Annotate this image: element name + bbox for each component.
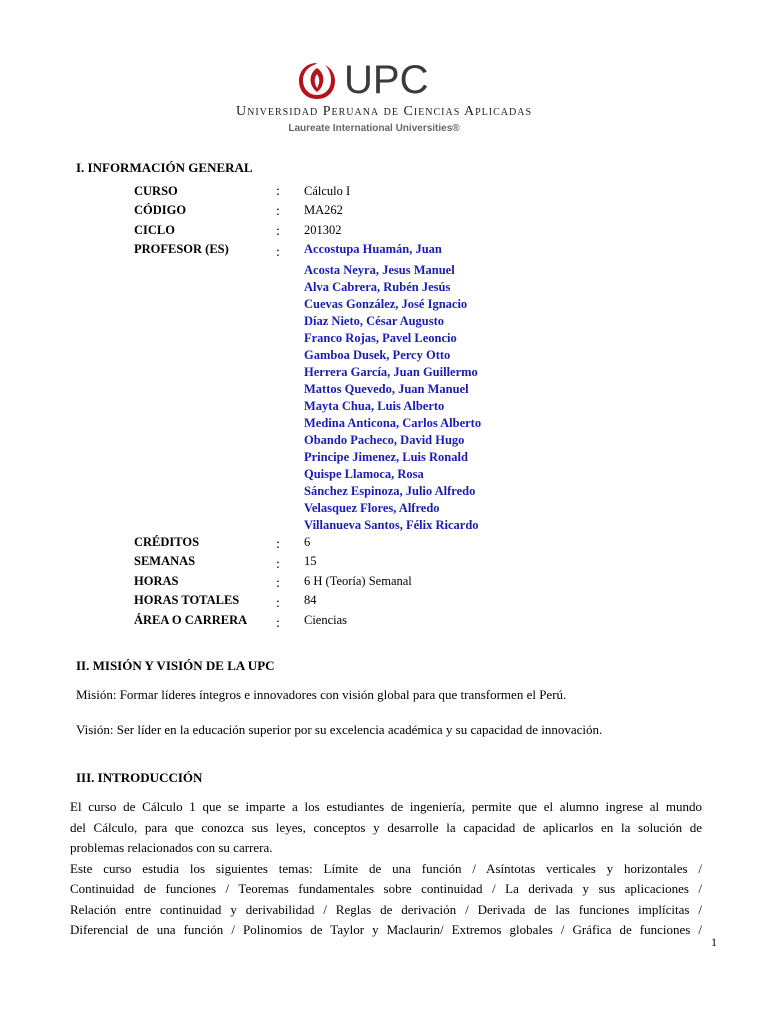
section-title-mision: II. MISIÓN Y VISIÓN DE LA UPC [76, 658, 275, 673]
upc-logo-icon [296, 60, 338, 102]
label-horas-totales: HORAS TOTALES [134, 593, 240, 607]
professor-name: Gamboa Dusek, Percy Otto [304, 348, 451, 362]
network-name: Laureate International Universities® [288, 123, 460, 134]
professor-name: Díaz Nieto, César Augusto [304, 314, 445, 328]
vision-text: Visión: Ser líder en la educación superior por su excelencia académica y su capacidad de innovación. [76, 722, 603, 737]
paragraph-line: Diferencial de una función / Polinomios de Taylor y Maclaurin/ Extremos globales / Gráfica de funciones / [70, 922, 702, 937]
colon: : [276, 184, 280, 199]
professor-name: Mattos Quevedo, Juan Manuel [304, 382, 469, 396]
mission-text: Misión: Formar líderes íntegros e innovadores con visión global para que transformen el Perú. [76, 687, 567, 702]
label-horas: HORAS [134, 574, 179, 588]
paragraph-line: Este curso estudia los siguientes temas: Límite de una función / Asíntotas verticales y horizontales / [70, 860, 702, 876]
professor-name: Principe Jimenez, Luis Ronald [304, 450, 468, 464]
value-horas: 6 H (Teoría) Semanal [304, 574, 412, 588]
value-creditos: 6 [304, 535, 311, 549]
value-curso: Cálculo I [304, 184, 351, 198]
value-horas-totales: 84 [304, 593, 317, 607]
professor-name: Herrera García, Juan Guillermo [304, 365, 478, 379]
value-area: Ciencias [304, 613, 348, 627]
colon: : [276, 224, 280, 239]
label-creditos: CRÉDITOS [134, 535, 200, 549]
value-codigo: MA262 [304, 203, 343, 217]
value-semanas: 15 [304, 554, 317, 568]
value-ciclo: 201302 [304, 223, 342, 237]
colon: : [276, 576, 280, 591]
intro-paragraph [70, 797, 702, 941]
colon: : [276, 557, 280, 572]
professor-name: Velasquez Flores, Alfredo [304, 501, 440, 515]
colon: : [276, 245, 280, 260]
colon: : [276, 204, 280, 219]
page-number: 1 [711, 935, 717, 949]
professor-name: Alva Cabrera, Rubén Jesús [304, 280, 451, 294]
label-ciclo: CICLO [134, 223, 175, 237]
label-codigo: CÓDIGO [134, 203, 187, 217]
professor-name: Franco Rojas, Pavel Leoncio [304, 331, 457, 345]
paragraph-line: Continuidad de funciones / Teoremas fundamentales sobre continuidad / La derivada y sus aplicaciones / [70, 881, 702, 896]
paragraph-line: problemas relacionados con su carrera. [70, 840, 273, 855]
section-title-info: I. INFORMACIÓN GENERAL [76, 160, 253, 175]
label-curso: CURSO [134, 184, 178, 198]
professor-name: Quispe Llamoca, Rosa [304, 467, 424, 481]
professor-name: Acosta Neyra, Jesus Manuel [304, 263, 455, 277]
professor-name: Obando Pacheco, David Hugo [304, 433, 465, 447]
label-profesores: PROFESOR (ES) [134, 242, 229, 256]
professor-name: Cuevas González, José Ignacio [304, 297, 468, 311]
university-name: Universidad Peruana de Ciencias Aplicadas [235, 104, 532, 119]
logo-wordmark: UPC [344, 58, 429, 102]
section-title-introduccion: III. INTRODUCCIÓN [76, 770, 203, 785]
professor-name: Sánchez Espinoza, Julio Alfredo [304, 484, 476, 498]
colon: : [276, 537, 280, 552]
professor-name: Mayta Chua, Luis Alberto [304, 399, 445, 413]
label-semanas: SEMANAS [134, 554, 196, 568]
colon: : [276, 616, 280, 631]
professor-name: Villanueva Santos, Félix Ricardo [304, 518, 479, 532]
paragraph-line: del Cálculo, para que conozca sus leyes, conceptos y desarrolle la capacidad de aplicarlos en la solución de [70, 819, 702, 835]
paragraph-line: Relación entre continuidad y derivabilidad / Reglas de derivación / Derivada de las funciones implícitas / [70, 901, 702, 917]
colon: : [276, 596, 280, 611]
paragraph-line: El curso de Cálculo 1 que se imparte a los estudiantes de ingeniería, permite que el alumno ingrese al mundo [70, 799, 702, 814]
label-area: ÁREA O CARRERA [134, 613, 248, 627]
professor-name: Medina Anticona, Carlos Alberto [304, 416, 482, 430]
professor-name: Accostupa Huamán, Juan [304, 242, 442, 256]
